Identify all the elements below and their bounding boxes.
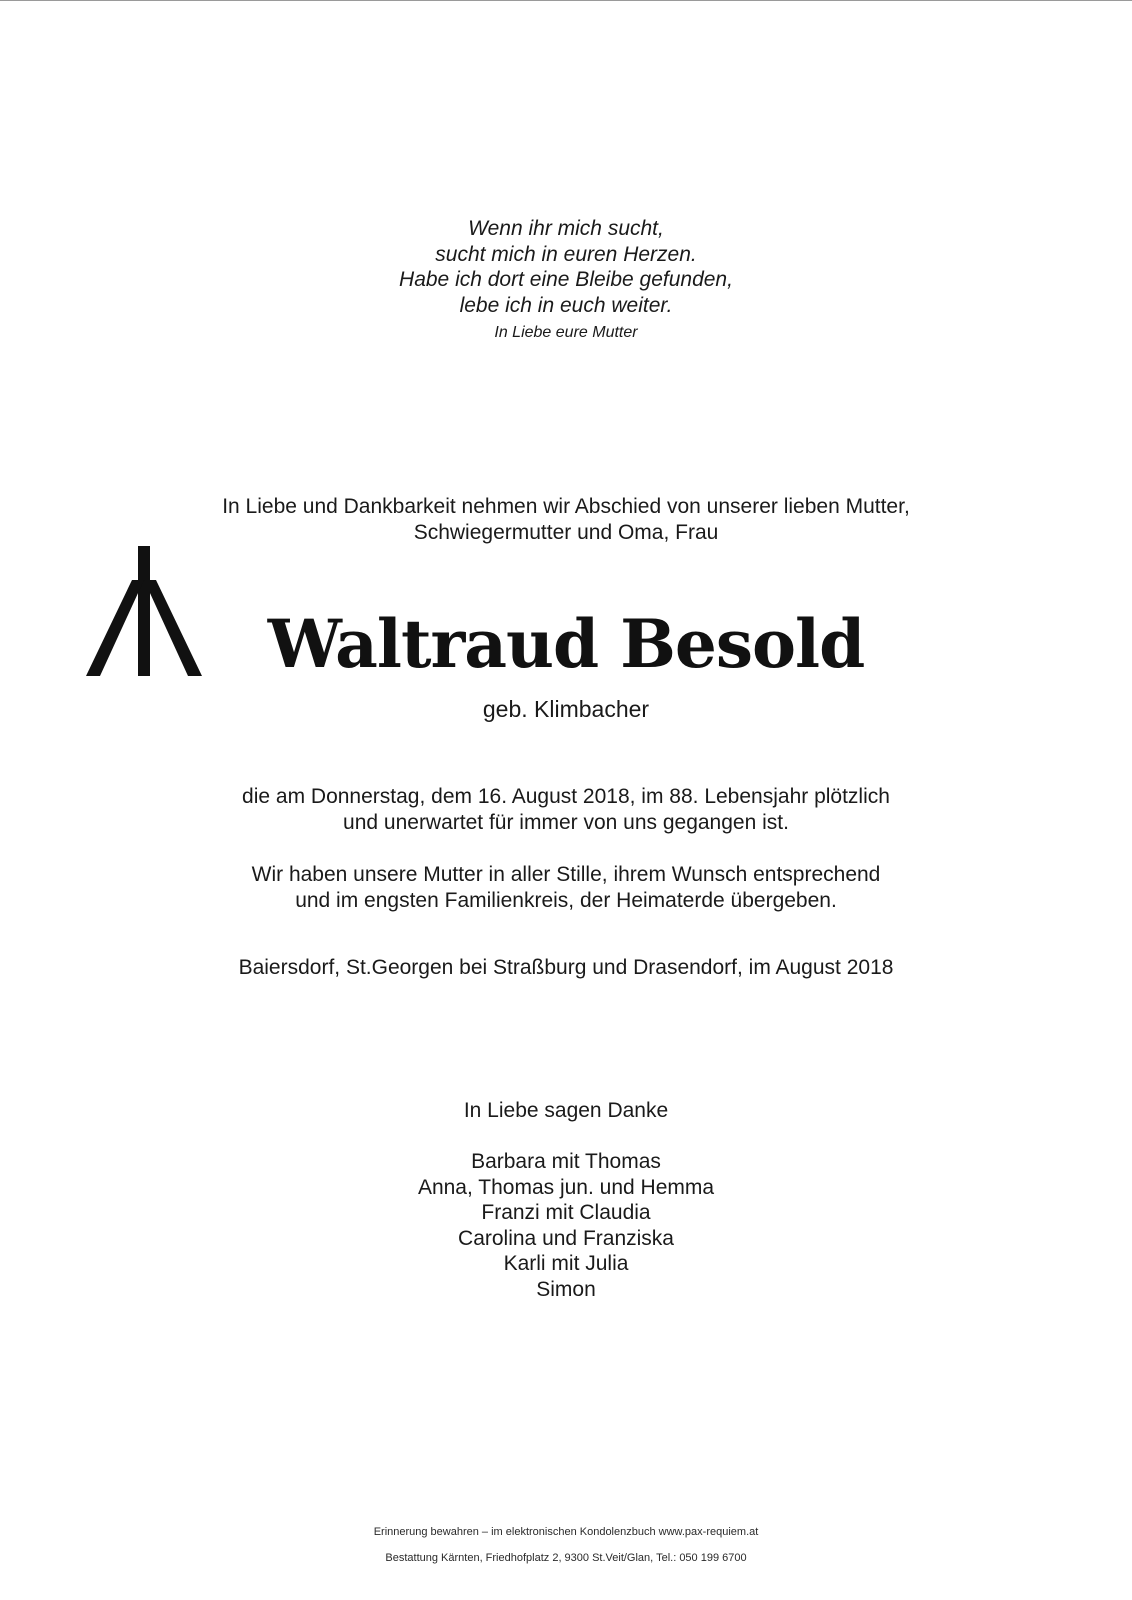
mourner-entry: Karli mit Julia [503,1252,629,1276]
maiden-name: geb. Klimbacher [482,696,650,722]
death-notice-line: und unerwartet für immer von uns gegangen ist. [343,810,789,834]
death-notice [0,784,1132,835]
burial-notice [0,862,1132,913]
footer [0,1519,1132,1571]
burial-notice-line: Wir haben unsere Mutter in aller Stille, ihrem Wunsch entsprechend [251,863,881,886]
thanks-heading: In Liebe sagen Danke [463,1099,669,1122]
poem-signature: In Liebe eure Mutter [494,324,638,341]
mourner-entry: Franzi mit Claudia [481,1201,651,1225]
poem-line: Wenn ihr mich sucht, [468,217,664,240]
farewell-intro [0,494,1132,546]
poem-line: lebe ich in euch weiter. [459,293,673,317]
burial-notice-line: und im engsten Familienkreis, der Heimaterde übergeben. [295,888,837,912]
death-notice-line: die am Donnerstag, dem 16. August 2018, im 88. Lebensjahr plötzlich [242,785,890,808]
mourner-entry: Simon [536,1277,596,1301]
footer-funeral-home-address: Bestattung Kärnten, Friedhofplatz 2, 9300 St.Veit/Glan, Tel.: 050 199 6700 [385,1552,747,1564]
deceased-name: Waltraud Besold [267,605,865,683]
memorial-poem [0,216,1132,348]
poem-line: Habe ich dort eine Bleibe gefunden, [399,268,733,291]
top-border-line [0,0,1132,1]
mourners-list [0,1149,1132,1303]
mourner-entry: Barbara mit Thomas [471,1150,661,1173]
intro-line: In Liebe und Dankbarkeit nehmen wir Abschied von unserer lieben Mutter, [222,495,910,518]
poem-line: sucht mich in euren Herzen. [435,242,697,266]
intro-line: Schwiegermutter und Oma, Frau [413,521,719,544]
mourner-entry: Anna, Thomas jun. und Hemma [417,1175,715,1199]
place-and-date: Baiersdorf, St.Georgen bei Straßburg und Drasendorf, im August 2018 [238,956,894,979]
footer-condolence-book: Erinnerung bewahren – im elektronischen Kondolenzbuch www.pax-requiem.at [373,1526,759,1538]
mourner-entry: Carolina und Franziska [458,1226,674,1250]
